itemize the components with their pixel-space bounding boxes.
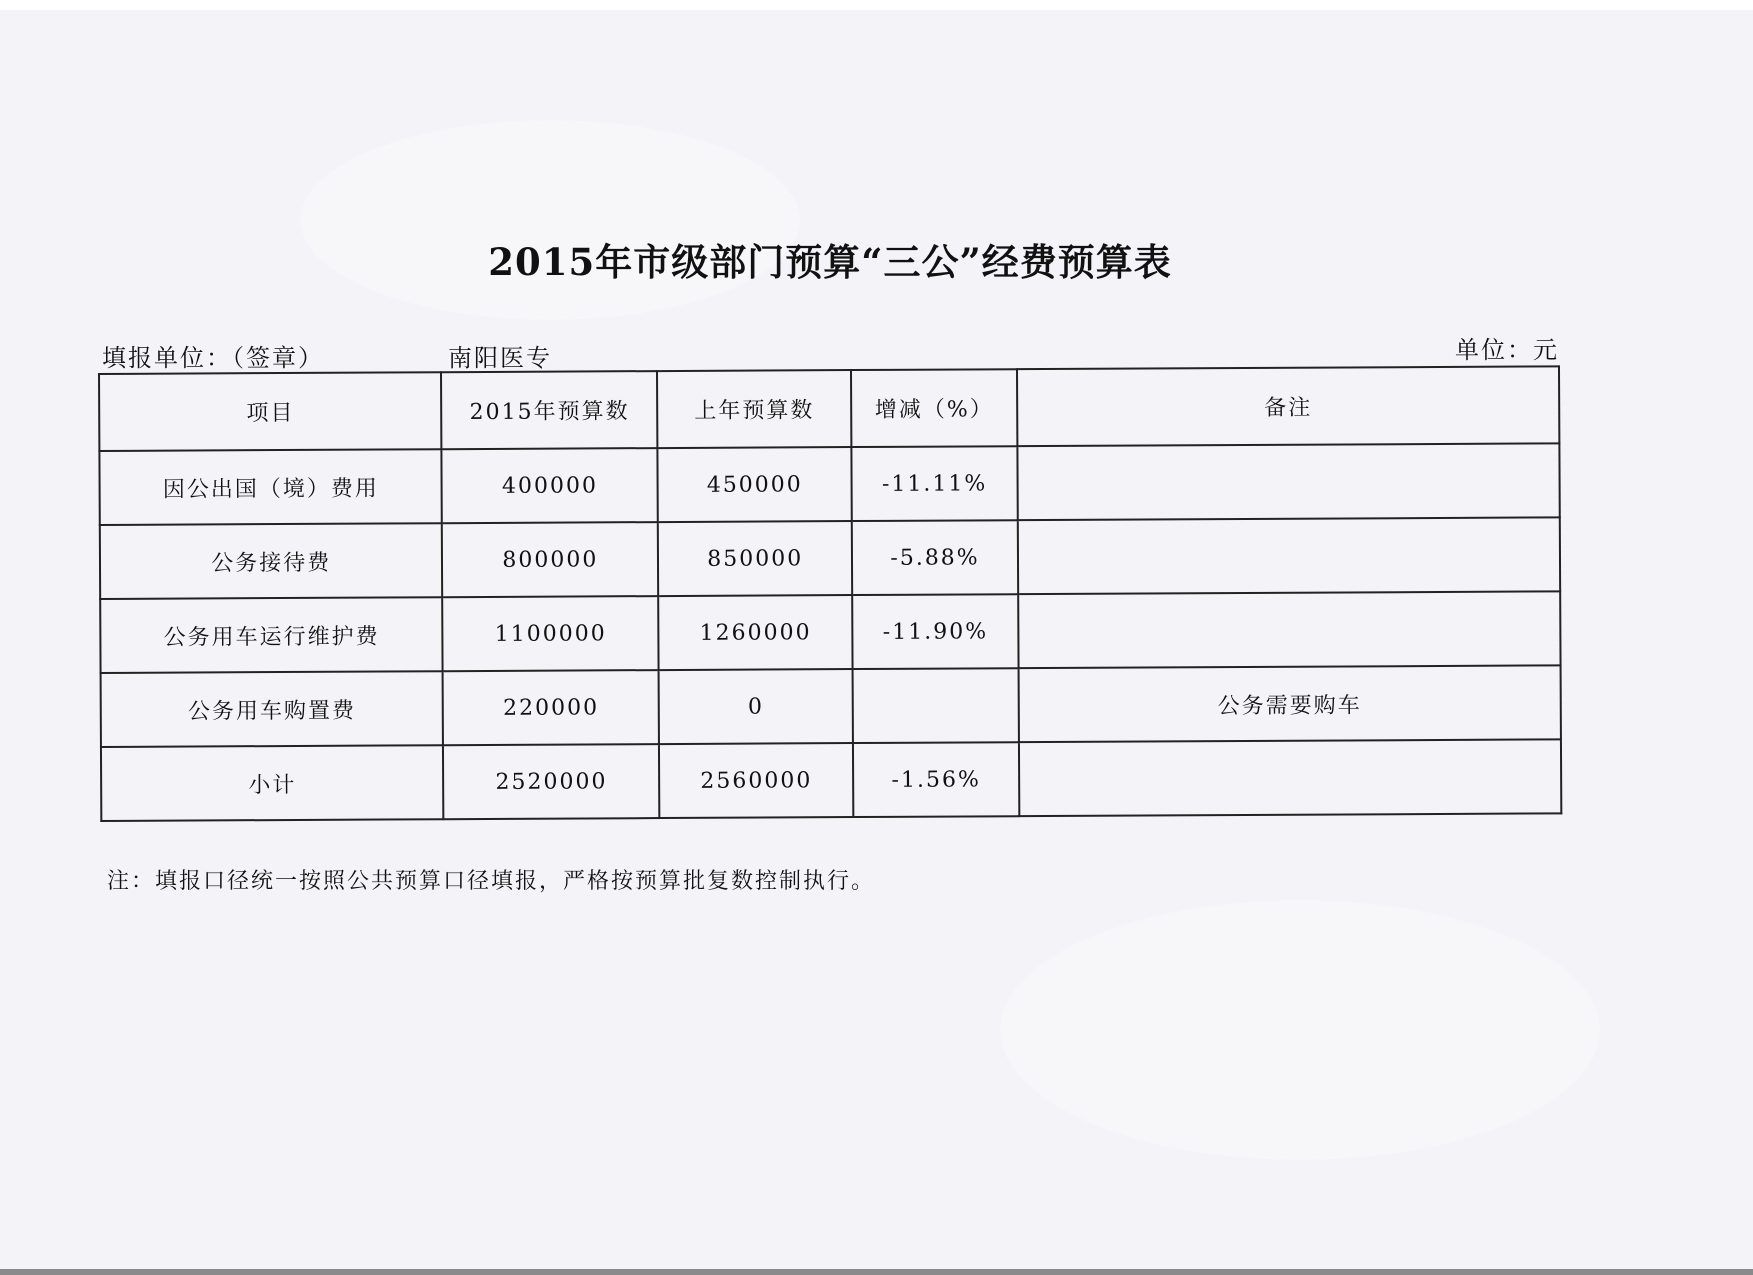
fill-unit-name: 南阳医专 <box>448 344 552 372</box>
cell-budget-2015: 1100000 <box>443 596 659 671</box>
cell-budget-prev: 1260000 <box>658 595 852 670</box>
table-row <box>100 517 1560 599</box>
scan-smudge <box>300 120 800 320</box>
cell-budget-prev: 850000 <box>658 521 852 596</box>
cell-change-pct: -1.56% <box>853 742 1019 817</box>
cell-change-pct: -11.90% <box>852 594 1018 669</box>
header-item: 项目 <box>99 372 442 451</box>
header-change-pct: 增减（%） <box>851 369 1017 447</box>
cell-change-pct: -5.88% <box>852 520 1018 595</box>
cell-change-pct: -11.11% <box>852 446 1018 521</box>
table-row <box>99 443 1559 525</box>
cell-budget-2015: 400000 <box>442 448 658 523</box>
cell-remarks <box>1018 591 1560 668</box>
cell-budget-prev: 2560000 <box>659 743 853 818</box>
cell-remarks: 公务需要购车 <box>1019 665 1561 742</box>
cell-remarks <box>1018 517 1560 594</box>
scan-edge-top <box>0 0 1753 10</box>
cell-budget-2015: 800000 <box>442 522 658 597</box>
cell-remarks <box>1017 443 1559 520</box>
scan-smudge <box>1000 900 1600 1160</box>
table-row <box>100 591 1560 673</box>
cell-item: 公务用车购置费 <box>101 671 444 747</box>
cell-budget-2015: 2520000 <box>443 744 659 819</box>
cell-budget-prev: 0 <box>659 669 853 744</box>
header-budget-prev: 上年预算数 <box>657 370 851 448</box>
budget-table <box>98 365 1562 822</box>
cell-change-pct <box>853 668 1019 743</box>
table-row <box>101 739 1561 821</box>
header-budget-2015: 2015年预算数 <box>441 371 657 449</box>
currency-unit-label: 单位：元 <box>1455 336 1559 364</box>
fill-unit-label: 填报单位：（签章） <box>102 344 324 372</box>
footnote: 注：填报口径统一按照公共预算口径填报，严格按预算批复数控制执行。 <box>107 869 876 894</box>
table-header-row <box>99 366 1559 451</box>
document-title: 2015年市级部门预算“三公”经费预算表 <box>488 240 1172 284</box>
header-remarks: 备注 <box>1017 366 1559 446</box>
cell-budget-2015: 220000 <box>443 670 659 745</box>
scan-edge-bottom <box>0 1269 1753 1275</box>
cell-item: 公务接待费 <box>100 523 443 599</box>
cell-item: 小计 <box>101 745 444 821</box>
table-row <box>101 665 1561 747</box>
cell-budget-prev: 450000 <box>658 447 852 522</box>
cell-remarks <box>1019 739 1561 816</box>
cell-item: 因公出国（境）费用 <box>99 449 442 525</box>
cell-item: 公务用车运行维护费 <box>100 597 443 673</box>
